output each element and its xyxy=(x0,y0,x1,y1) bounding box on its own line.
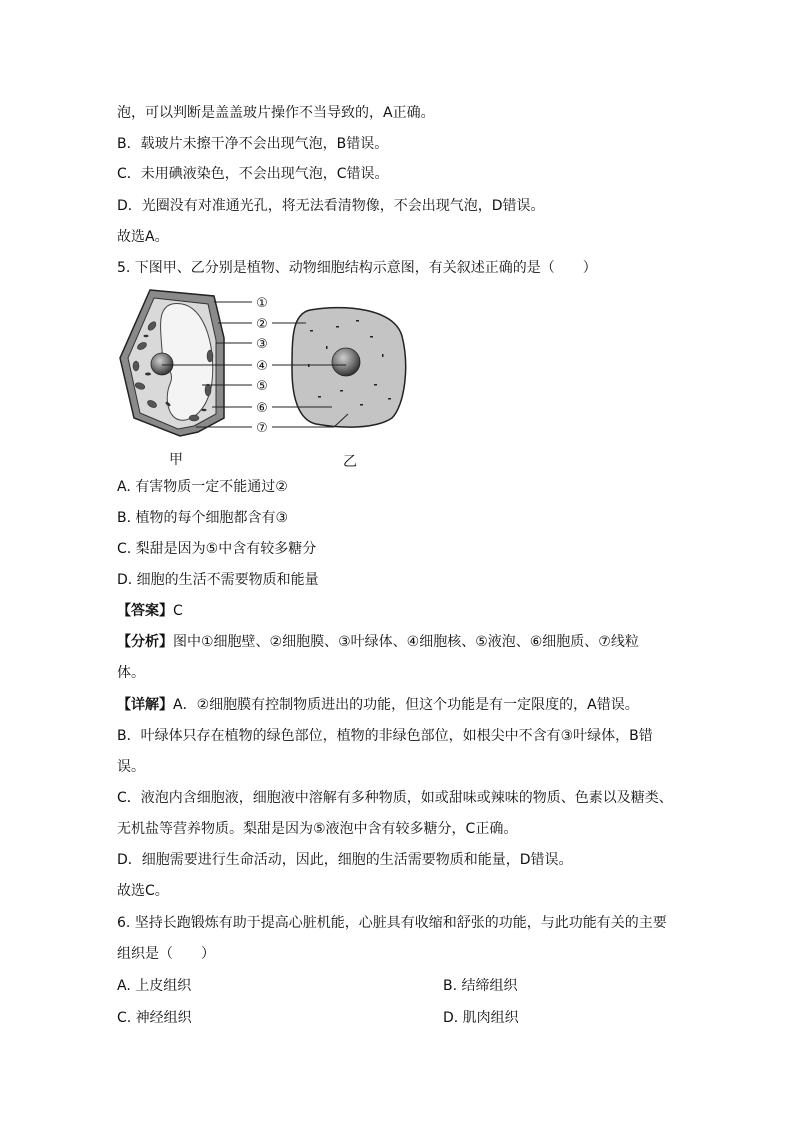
plant-nucleus xyxy=(151,353,173,375)
question-6-stem-cont: 组织是（ ） xyxy=(117,946,215,962)
answer-label: 【答案】 xyxy=(117,603,173,619)
q6-option-b: B. 结缔组织 xyxy=(443,978,518,994)
analysis-text: 图中①细胞壁、②细胞膜、③叶绿体、④细胞核、⑤液泡、⑥细胞质、⑦线粒 xyxy=(173,634,639,650)
text-line: C．未用碘液染色，不会出现气泡，C错误。 xyxy=(117,166,389,182)
text-line: 故选A。 xyxy=(117,229,169,245)
option-c: C. 梨甜是因为⑤中含有较多糖分 xyxy=(117,541,317,557)
analysis-line xyxy=(117,633,639,651)
animal-caption: 乙 xyxy=(343,454,357,470)
text-line: B．叶绿体只存在植物的绿色部位，植物的非绿色部位，如根尖中不含有③叶绿体，B错 xyxy=(117,728,653,744)
text-line: 无机盐等营养物质。梨甜是因为⑤液泡中含有较多糖分，C正确。 xyxy=(117,821,518,837)
plant-caption: 甲 xyxy=(169,452,183,468)
option-b: B. 植物的每个细胞都含有③ xyxy=(117,510,289,526)
analysis-label: 【分析】 xyxy=(117,634,173,650)
label-7: ⑦ xyxy=(256,421,268,436)
label-3: ③ xyxy=(256,337,268,352)
q6-option-a: A. 上皮组织 xyxy=(117,978,192,994)
text-line: 体。 xyxy=(117,665,145,681)
text-line: 误。 xyxy=(117,759,145,775)
detail-line xyxy=(117,696,639,714)
question-5-stem: 5. 下图甲、乙分别是植物、动物细胞结构示意图，有关叙述正确的是（ ） xyxy=(117,260,597,276)
text-line: 故选C。 xyxy=(117,883,169,899)
answer-line xyxy=(117,602,183,620)
text-line: D．光圈没有对准通光孔，将无法看清物像，不会出现气泡，D错误。 xyxy=(117,198,545,214)
cell-diagram xyxy=(112,286,412,470)
detail-label: 【详解】 xyxy=(117,697,173,713)
animal-nucleus xyxy=(332,348,360,376)
answer-value: C xyxy=(173,603,183,619)
detail-text: A．②细胞膜有控制物质进出的功能，但这个功能是有一定限度的，A错误。 xyxy=(173,697,639,713)
question-6-stem: 6. 坚持长跑锻炼有助于提高心脏机能，心脏具有收缩和舒张的功能，与此功能有关的主要 xyxy=(117,915,667,931)
text-line: C．液泡内含细胞液，细胞液中溶解有多种物质，如或甜味或辣味的物质、色素以及糖类、 xyxy=(117,790,673,806)
label-6: ⑥ xyxy=(256,401,268,416)
option-d: D. 细胞的生活不需要物质和能量 xyxy=(117,572,319,588)
label-2: ② xyxy=(256,317,268,332)
q6-option-c: C. 神经组织 xyxy=(117,1010,192,1026)
label-4: ④ xyxy=(256,359,268,374)
label-1: ① xyxy=(256,296,268,311)
text-line: B．载玻片未擦干净不会出现气泡，B错误。 xyxy=(117,136,389,152)
label-5: ⑤ xyxy=(256,379,268,394)
option-a: A. 有害物质一定不能通过② xyxy=(117,479,288,495)
plant-cell xyxy=(120,290,224,436)
text-line: D．细胞需要进行生命活动，因此，细胞的生活需要物质和能量，D错误。 xyxy=(117,852,573,868)
animal-cell xyxy=(292,308,406,428)
q6-option-d: D. 肌肉组织 xyxy=(443,1010,519,1026)
text-line: 泡，可以判断是盖盖玻片操作不当导致的，A正确。 xyxy=(117,105,435,121)
